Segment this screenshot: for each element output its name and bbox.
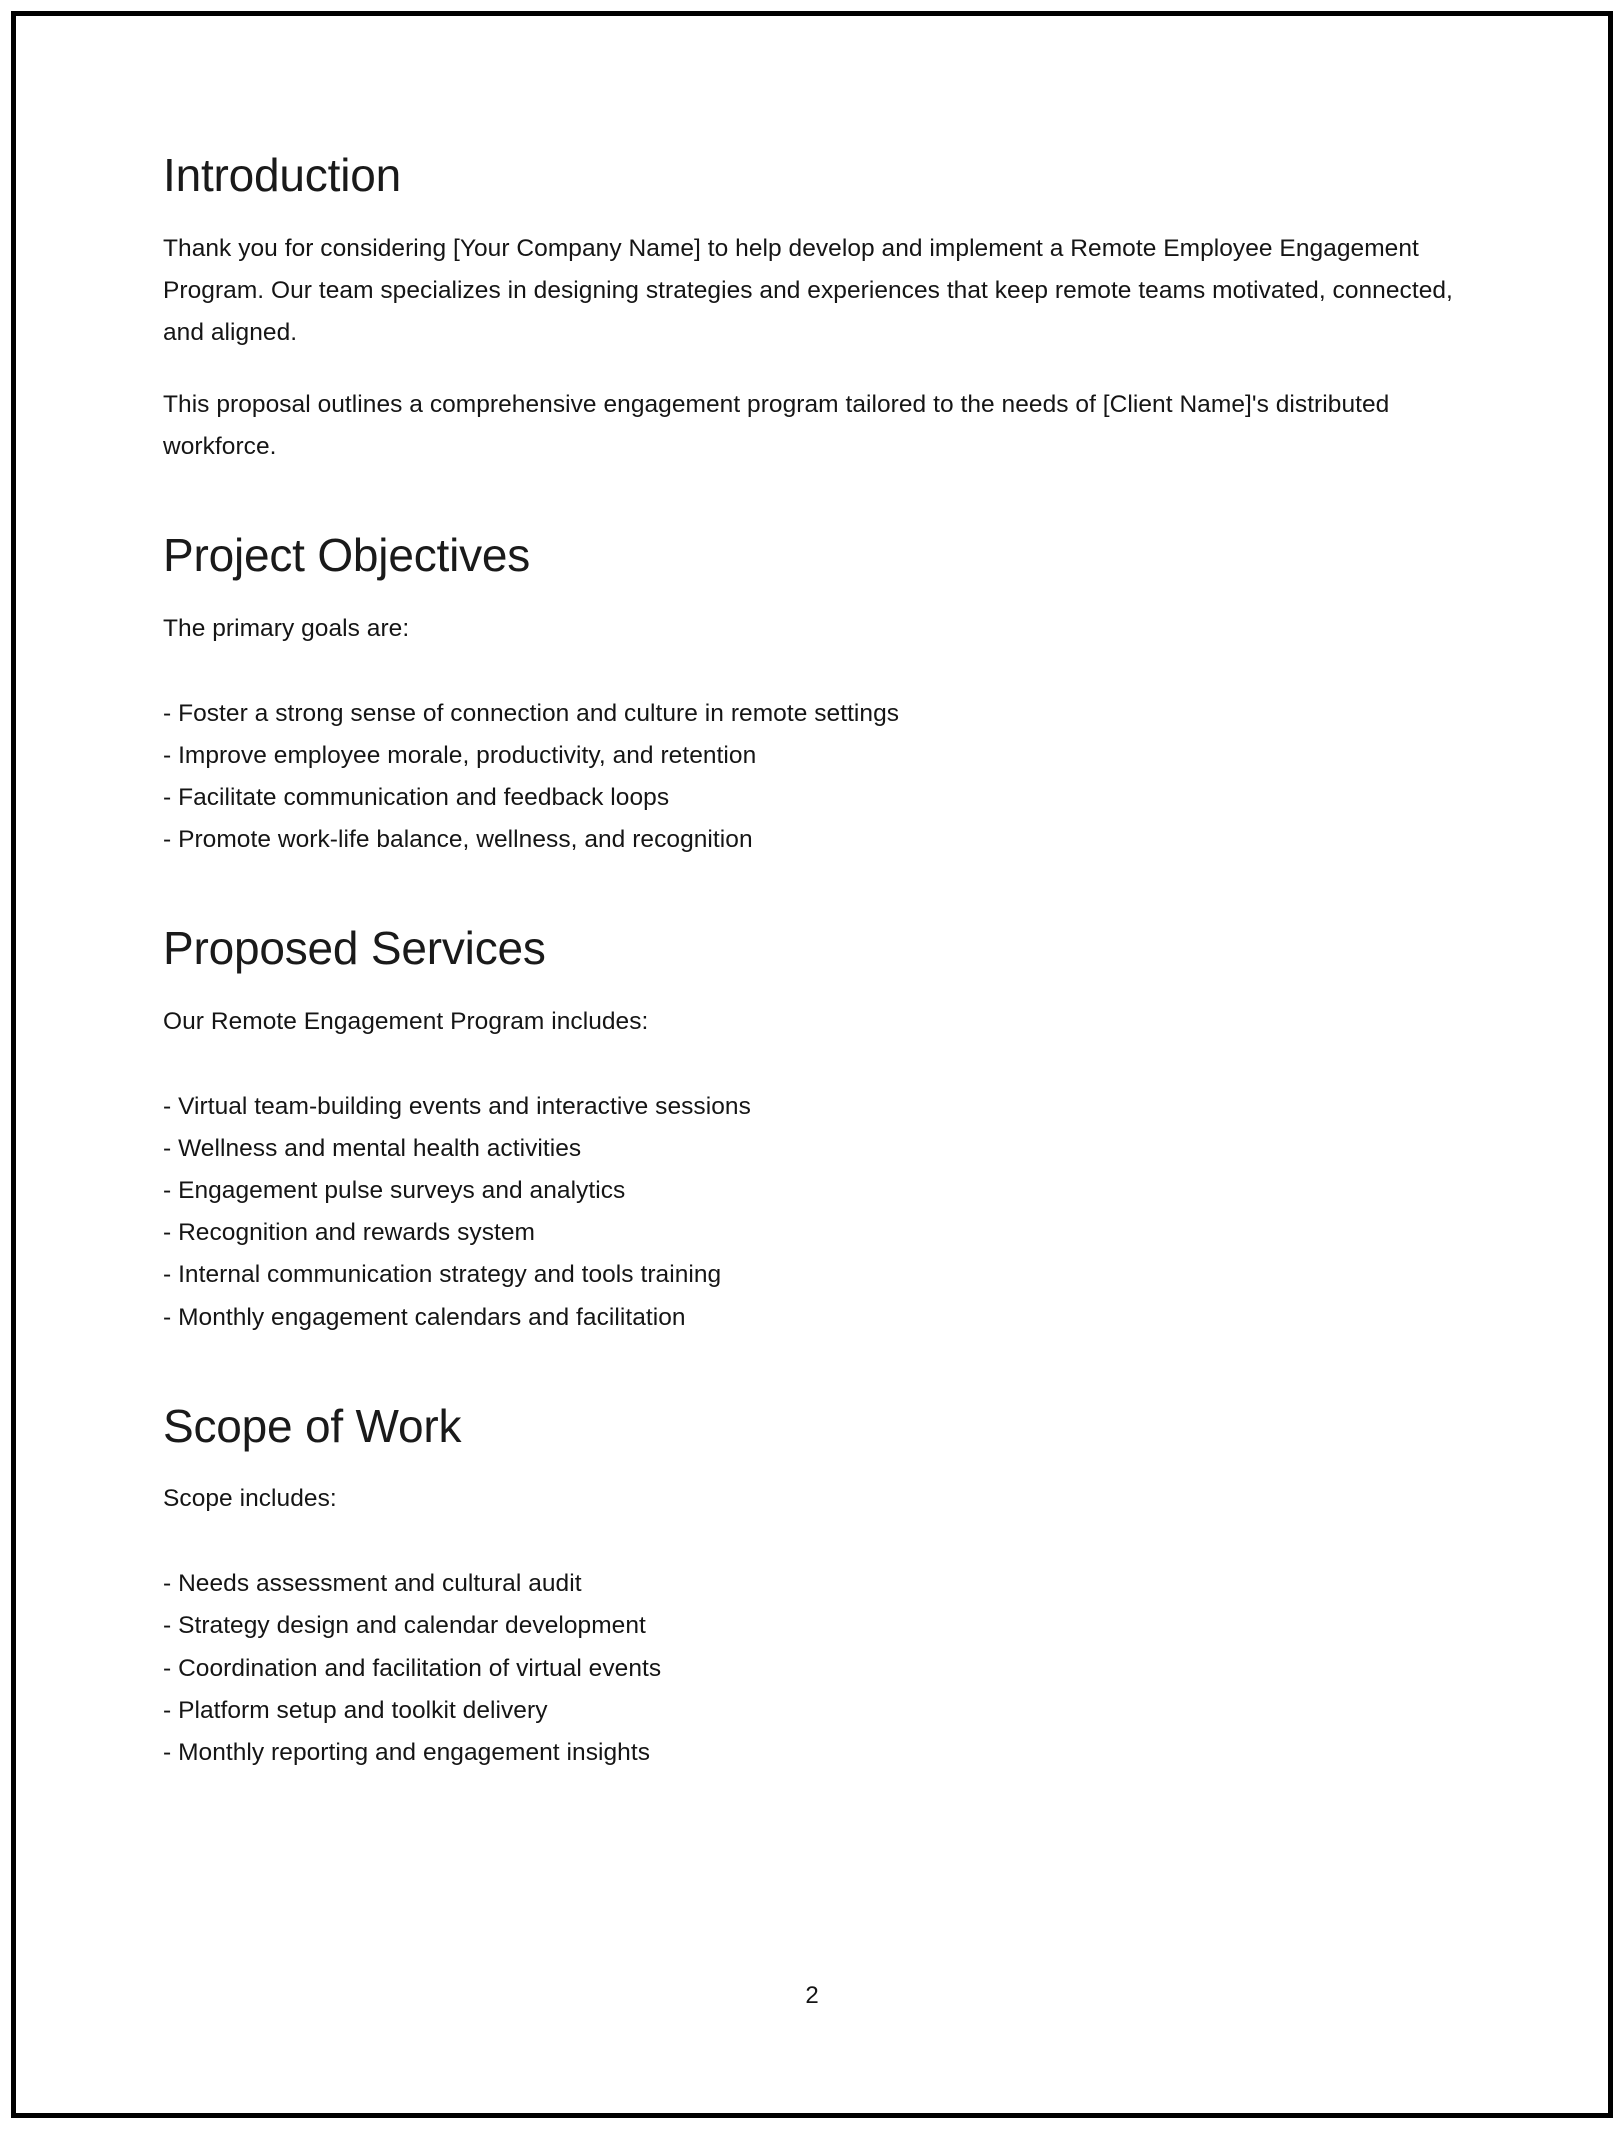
list-proposed-services <box>163 1086 1453 1339</box>
section-heading-introduction: Introduction <box>163 149 401 201</box>
list-item: - Coordination and facilitation of virtual events <box>163 1654 662 1682</box>
list-item: - Facilitate communication and feedback loops <box>163 784 670 812</box>
section-heading-project-objectives: Project Objectives <box>163 529 531 582</box>
paragraph-intro-1: Thank you for considering [Your Company Name] to help develop and implement a Remote Employee Engagement Program. Our team specializes in designing strategies and experiences that keep remote teams motivated, connected, and aligned. <box>163 234 1453 346</box>
page-number: 2 <box>805 1982 819 2009</box>
list-item: - Needs assessment and cultural audit <box>163 1570 582 1598</box>
section-proposed-services <box>163 923 1453 1338</box>
spacer <box>163 1520 1453 1563</box>
spacer <box>163 582 1453 608</box>
list-item: - Platform setup and toolkit delivery <box>163 1696 548 1724</box>
list-intro-proposed-services: Our Remote Engagement Program includes: <box>163 1007 649 1035</box>
list-item: - Foster a strong sense of connection and culture in remote settings <box>163 699 900 727</box>
spacer <box>163 354 1453 384</box>
document-body <box>163 150 1453 1774</box>
list-intro-scope-of-work: Scope includes: <box>163 1485 337 1513</box>
list-item: - Promote work-life balance, wellness, and recognition <box>163 826 753 854</box>
spacer <box>163 1452 1453 1478</box>
list-item: - Virtual team-building events and interactive sessions <box>163 1092 751 1120</box>
list-item: - Wellness and mental health activities <box>163 1135 582 1163</box>
section-heading-scope-of-work: Scope of Work <box>163 1399 462 1452</box>
list-item: - Internal communication strategy and tools training <box>163 1261 722 1289</box>
section-scope-of-work <box>163 1401 1453 1774</box>
list-item: - Strategy design and calendar development <box>163 1612 646 1640</box>
spacer <box>163 202 1453 228</box>
list-scope-of-work <box>163 1563 1453 1774</box>
list-intro-project-objectives: The primary goals are: <box>163 614 410 642</box>
list-item: - Monthly reporting and engagement insights <box>163 1738 650 1766</box>
list-item: - Monthly engagement calendars and facilitation <box>163 1303 686 1331</box>
section-heading-proposed-services: Proposed Services <box>163 922 546 975</box>
spacer <box>163 650 1453 693</box>
spacer <box>163 1043 1453 1086</box>
paragraph-intro-2: This proposal outlines a comprehensive engagement program tailored to the needs of [Client Name]'s distributed workforce. <box>163 390 1390 461</box>
section-project-objectives <box>163 530 1453 861</box>
spacer <box>163 975 1453 1001</box>
list-item: - Engagement pulse surveys and analytics <box>163 1177 626 1205</box>
section-introduction <box>163 150 1453 468</box>
list-item: - Recognition and rewards system <box>163 1219 535 1247</box>
list-project-objectives <box>163 693 1453 862</box>
list-item: - Improve employee morale, productivity, and retention <box>163 741 757 769</box>
